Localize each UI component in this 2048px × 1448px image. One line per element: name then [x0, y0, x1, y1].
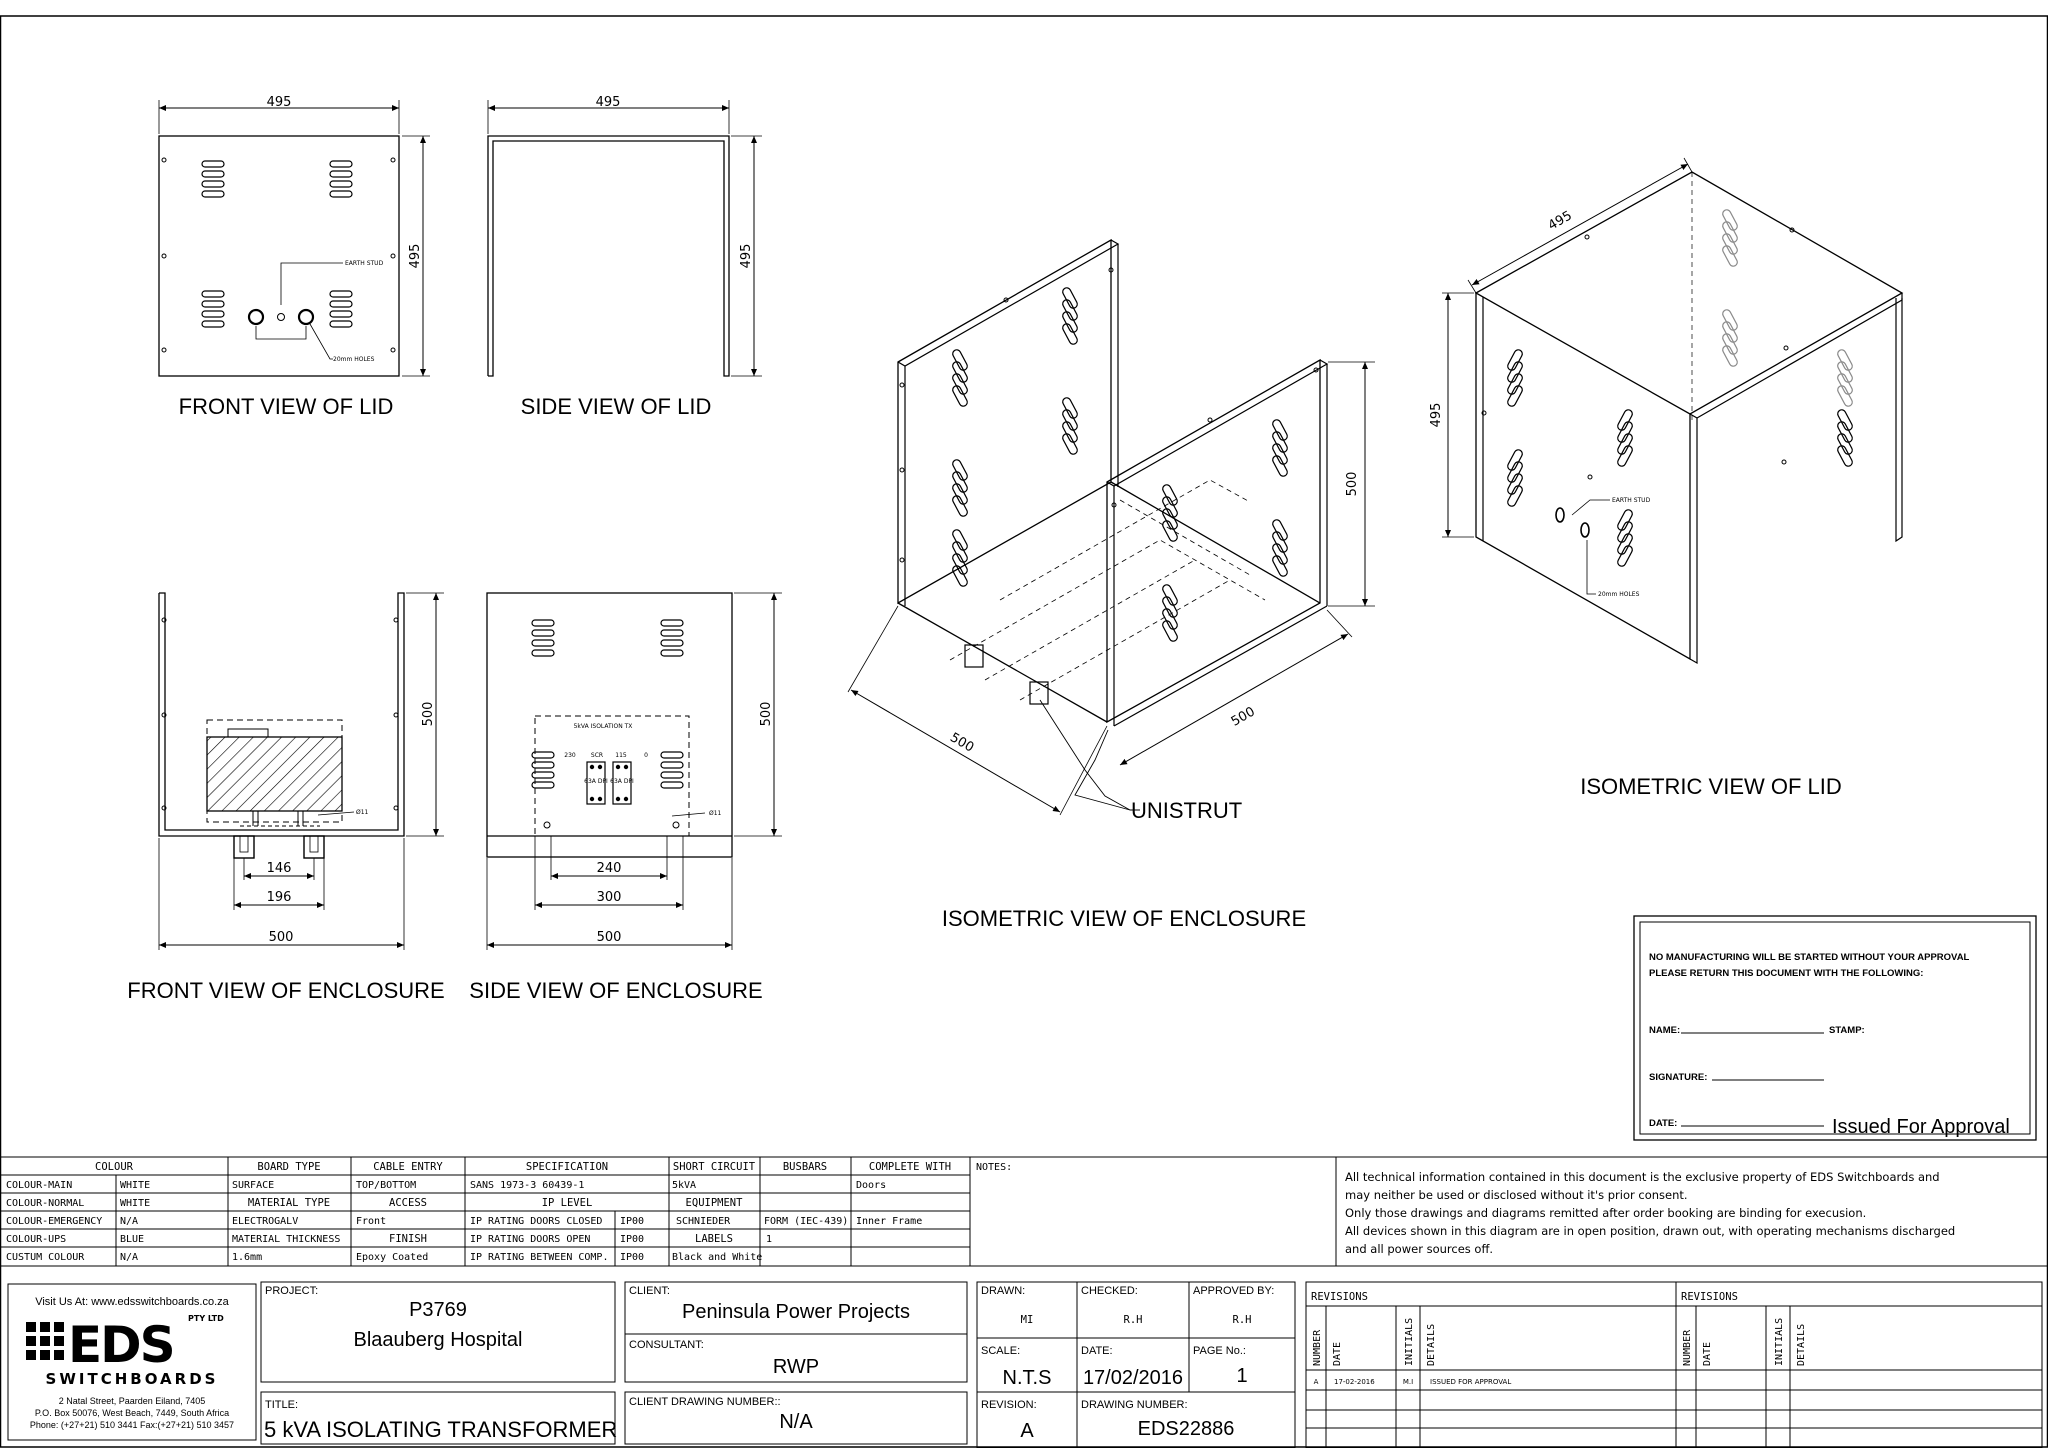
specification-header: SPECIFICATION: [525, 1161, 609, 1173]
iso-enclosure-caption: ISOMETRIC VIEW OF ENCLOSURE: [941, 906, 1307, 931]
front-view-of-enclosure: [127, 593, 444, 1003]
title-label: TITLE:: [265, 1399, 299, 1411]
front-lid-holes-label: 20mm HOLES: [333, 356, 375, 363]
rev-col-date-left: DATE: [1332, 1341, 1343, 1366]
project-block: [261, 1282, 617, 1444]
colour-row-1-value: WHITE: [120, 1180, 151, 1191]
scale-label: SCALE:: [981, 1345, 1021, 1357]
side-enclosure-caption: SIDE VIEW OF ENCLOSURE: [469, 978, 763, 1003]
colour-row-1-label: COLOUR-MAIN: [6, 1180, 73, 1191]
side-enclosure-240-dim: 240: [596, 861, 622, 876]
approval-name-label[interactable]: NAME:: [1649, 1025, 1681, 1036]
iso-lid-holes-label: 20mm HOLES: [1598, 591, 1640, 598]
specification-value: SANS 1973-3 60439-1: [470, 1180, 585, 1191]
access-value: Front: [356, 1216, 387, 1227]
revisions-block: [1306, 1282, 2042, 1448]
front-lid-height-dim: 495: [408, 243, 423, 269]
breaker-2-label: 63A DPI: [610, 778, 634, 785]
revisions-text: [1311, 1291, 1807, 1386]
cable-entry-value: TOP/BOTTOM: [356, 1180, 417, 1191]
iso-lid-earth-stud-label: EARTH STUD: [1612, 497, 1651, 504]
approval-line-2: PLEASE RETURN THIS DOCUMENT WITH THE FOLLOWING:: [1649, 968, 1924, 979]
client-drawing-number: N/A: [779, 1411, 813, 1433]
front-enclosure-caption: FRONT VIEW OF ENCLOSURE: [127, 978, 445, 1003]
short-circuit-value: 5kVA: [672, 1180, 697, 1191]
drawn-value: MI: [1020, 1314, 1034, 1326]
rev-row-date: 17-02-2016: [1334, 1378, 1375, 1386]
date-value: 17/02/2016: [1082, 1367, 1184, 1389]
rev-col-date-right: DATE: [1702, 1341, 1713, 1366]
company-tagline: SWITCHBOARDS: [45, 1370, 219, 1388]
company-phone: Phone: (+27+21) 510 3441 Fax:(+27+21) 510 3457: [29, 1420, 235, 1430]
front-view-of-lid: [159, 95, 430, 419]
approved-label: APPROVED BY:: [1193, 1285, 1275, 1297]
colour-row-2-label: COLOUR-NORMAL: [6, 1198, 85, 1209]
side-lid-caption: SIDE VIEW OF LID: [520, 394, 712, 419]
approved-value: R.H: [1232, 1314, 1252, 1326]
labels-value: Black and White: [672, 1252, 763, 1263]
colour-row-4-value: BLUE: [120, 1234, 145, 1245]
side-lid-width-dim: 495: [595, 95, 621, 110]
company-address: 2 Natal Street, Paarden Eiland, 7405: [58, 1396, 206, 1406]
board-type-value: SURFACE: [232, 1180, 275, 1191]
iso-lid-height-dim: 495: [1429, 402, 1444, 428]
side-enclosure-height-dim: 500: [759, 701, 774, 727]
client-name: Peninsula Power Projects: [682, 1301, 910, 1323]
front-enclosure-146-dim: 146: [266, 861, 292, 876]
approval-stamp-label[interactable]: STAMP:: [1829, 1025, 1865, 1036]
ip-row-3-value: IP00: [620, 1252, 645, 1263]
iso-lid-top-dim: 495: [1545, 208, 1575, 234]
disclaimer-line-3: Only those drawings and diagrams remitted after order booking are binding for execusion.: [1345, 1206, 1867, 1220]
isometric-view-of-enclosure: [848, 240, 1375, 931]
side-enclosure-300-dim: 300: [596, 890, 622, 905]
consultant-label: CONSULTANT:: [629, 1339, 704, 1351]
disclaimer-line-4: All devices shown in this diagram are in open position, drawn out, with operating mechanisms discharged: [1345, 1224, 1956, 1238]
ip-row-1-label: IP RATING DOORS CLOSED: [470, 1216, 603, 1227]
page-label: PAGE No.:: [1193, 1345, 1246, 1357]
checked-value: R.H: [1123, 1314, 1143, 1326]
approval-signature-label[interactable]: SIGNATURE:: [1649, 1072, 1708, 1083]
complete-with-header: COMPLETE WITH: [868, 1161, 952, 1173]
client-block: [625, 1282, 967, 1444]
cable-entry-header: CABLE ENTRY: [373, 1161, 443, 1173]
rev-col-details-right: DETAILS: [1796, 1323, 1807, 1366]
colour-row-2-value: WHITE: [120, 1198, 151, 1209]
plate-title: 5kVA ISOLATION TX: [573, 723, 633, 730]
logo-pty: PTY LTD: [188, 1314, 224, 1323]
colour-row-3-label: COLOUR-EMERGENCY: [6, 1216, 103, 1227]
terminal-scr: SCR: [590, 752, 604, 759]
logo-text: EDS: [68, 1316, 174, 1374]
company-website[interactable]: Visit Us At: www.edsswitchboards.co.za: [35, 1296, 229, 1308]
front-enclosure-196-dim: 196: [266, 890, 292, 905]
colour-row-4-label: COLOUR-UPS: [6, 1234, 67, 1245]
colour-row-5-label: CUSTUM COLOUR: [6, 1252, 85, 1263]
drawing-title: 5 kVA ISOLATING TRANSFORMER: [264, 1417, 618, 1442]
page-value: 1: [1236, 1365, 1248, 1387]
drawn-label: DRAWN:: [981, 1285, 1026, 1297]
project-label: PROJECT:: [265, 1285, 319, 1297]
approval-status: Issued For Approval: [1832, 1116, 2010, 1138]
colour-header: COLOUR: [95, 1161, 133, 1173]
revisions-header-right: REVISIONS: [1681, 1291, 1738, 1303]
material-type-value: ELECTROGALV: [232, 1216, 299, 1227]
side-lid-height-dim: 495: [739, 243, 754, 269]
approval-date-label[interactable]: DATE:: [1649, 1118, 1678, 1129]
disclaimer-line-1: All technical information contained in this document is the exclusive property of EDS Switchboards and: [1345, 1170, 1940, 1184]
labels-header: LABELS: [695, 1233, 733, 1245]
revisions-header-left: REVISIONS: [1311, 1291, 1368, 1303]
front-lid-width-dim: 495: [266, 95, 292, 110]
terminal-115: 115: [615, 752, 627, 759]
project-number: P3769: [409, 1299, 467, 1321]
finish-header: FINISH: [389, 1233, 427, 1245]
rev-row-initials: M.I: [1402, 1378, 1414, 1386]
date-label: DATE:: [1081, 1345, 1113, 1357]
material-thickness-value: 1.6mm: [232, 1252, 263, 1263]
finish-value: Epoxy Coated: [356, 1252, 429, 1263]
rev-col-initials-left: INITIALS: [1404, 1317, 1415, 1366]
rev-col-number-left: NUMBER: [1312, 1329, 1323, 1366]
company-block: [8, 1284, 256, 1440]
equipment-value: SCHNIEDER: [676, 1216, 731, 1227]
notes-label: NOTES:: [976, 1162, 1013, 1173]
iso-enclosure-height-dim: 500: [1345, 471, 1360, 497]
spec-table-text: [6, 1161, 1955, 1263]
unistrut-label: UNISTRUT: [1131, 798, 1243, 823]
ip-row-2-value: IP00: [620, 1234, 645, 1245]
client-drawing-number-label: CLIENT DRAWING NUMBER::: [629, 1396, 781, 1408]
busbars-header: BUSBARS: [782, 1161, 828, 1173]
front-enclosure-height-dim: 500: [421, 701, 436, 727]
access-header: ACCESS: [389, 1197, 427, 1209]
colour-row-3-value: N/A: [120, 1216, 139, 1227]
iso-enclosure-width-dim: 500: [1228, 704, 1258, 730]
equipment-header: EQUIPMENT: [685, 1197, 743, 1209]
iso-enclosure-depth-dim: 500: [947, 730, 977, 756]
eds-logo: [26, 1314, 224, 1374]
material-type-header: MATERIAL TYPE: [247, 1197, 331, 1209]
revision-label: REVISION:: [981, 1399, 1037, 1411]
client-label: CLIENT:: [629, 1285, 670, 1297]
rev-col-details-left: DETAILS: [1426, 1323, 1437, 1366]
ip-row-3-label: IP RATING BETWEEN COMP.: [470, 1252, 609, 1263]
revision-value: A: [1020, 1420, 1034, 1442]
board-type-header: BOARD TYPE: [257, 1161, 321, 1173]
material-thickness-header: MATERIAL THICKNESS: [232, 1234, 341, 1245]
rev-row-details: ISSUED FOR APPROVAL: [1430, 1378, 1512, 1386]
approval-box: [1634, 916, 2036, 1140]
drawing-number: EDS22886: [1137, 1418, 1235, 1440]
project-name: Blaauberg Hospital: [353, 1329, 523, 1351]
scale-value: N.T.S: [1002, 1367, 1052, 1389]
ip-row-1-value: IP00: [620, 1216, 645, 1227]
side-enclosure-hole-label: Ø11: [709, 810, 722, 817]
ip-row-2-label: IP RATING DOORS OPEN: [470, 1234, 591, 1245]
front-lid-earth-stud-label: EARTH STUD: [345, 260, 384, 267]
consultant-name: RWP: [772, 1356, 820, 1378]
ip-level-header: IP LEVEL: [541, 1197, 593, 1209]
disclaimer-line-5: and all power sources off.: [1345, 1242, 1494, 1256]
isometric-view-of-lid: [1429, 158, 1902, 799]
breaker-1-label: 63A DPI: [584, 778, 608, 785]
rev-col-initials-right: INITIALS: [1774, 1317, 1785, 1366]
rev-col-number-right: NUMBER: [1682, 1329, 1693, 1366]
short-circuit-header: SHORT CIRCUIT: [672, 1161, 756, 1173]
company-po-box: P.O. Box 50076, West Beach, 7449, South Africa: [34, 1408, 230, 1418]
approval-line-1: NO MANUFACTURING WILL BE STARTED WITHOUT YOUR APPROVAL: [1649, 952, 1970, 963]
front-enclosure-width-dim: 500: [268, 930, 294, 945]
busbars-value-1: FORM (IEC-439): [764, 1216, 849, 1227]
terminal-230: 230: [564, 752, 576, 759]
complete-with-value-1: Doors: [856, 1180, 887, 1191]
iso-lid-caption: ISOMETRIC VIEW OF LID: [1580, 774, 1842, 799]
busbars-value-2: 1: [766, 1234, 773, 1245]
side-view-of-enclosure: [469, 593, 782, 1003]
front-enclosure-hole-label: Ø11: [356, 809, 369, 816]
colour-row-5-value: N/A: [120, 1252, 139, 1263]
checked-label: CHECKED:: [1081, 1285, 1138, 1297]
side-enclosure-width-dim: 500: [596, 930, 622, 945]
rev-row-number: A: [1313, 1378, 1319, 1386]
complete-with-value-2: Inner Frame: [856, 1216, 923, 1227]
front-lid-caption: FRONT VIEW OF LID: [178, 394, 394, 419]
drawing-info-block: [977, 1282, 1295, 1448]
terminal-0: 0: [644, 752, 648, 759]
side-view-of-lid: [488, 95, 762, 419]
drawing-number-label: DRAWING NUMBER:: [1081, 1399, 1188, 1411]
disclaimer-line-2: may neither be used or disclosed without it's prior consent.: [1345, 1188, 1688, 1202]
